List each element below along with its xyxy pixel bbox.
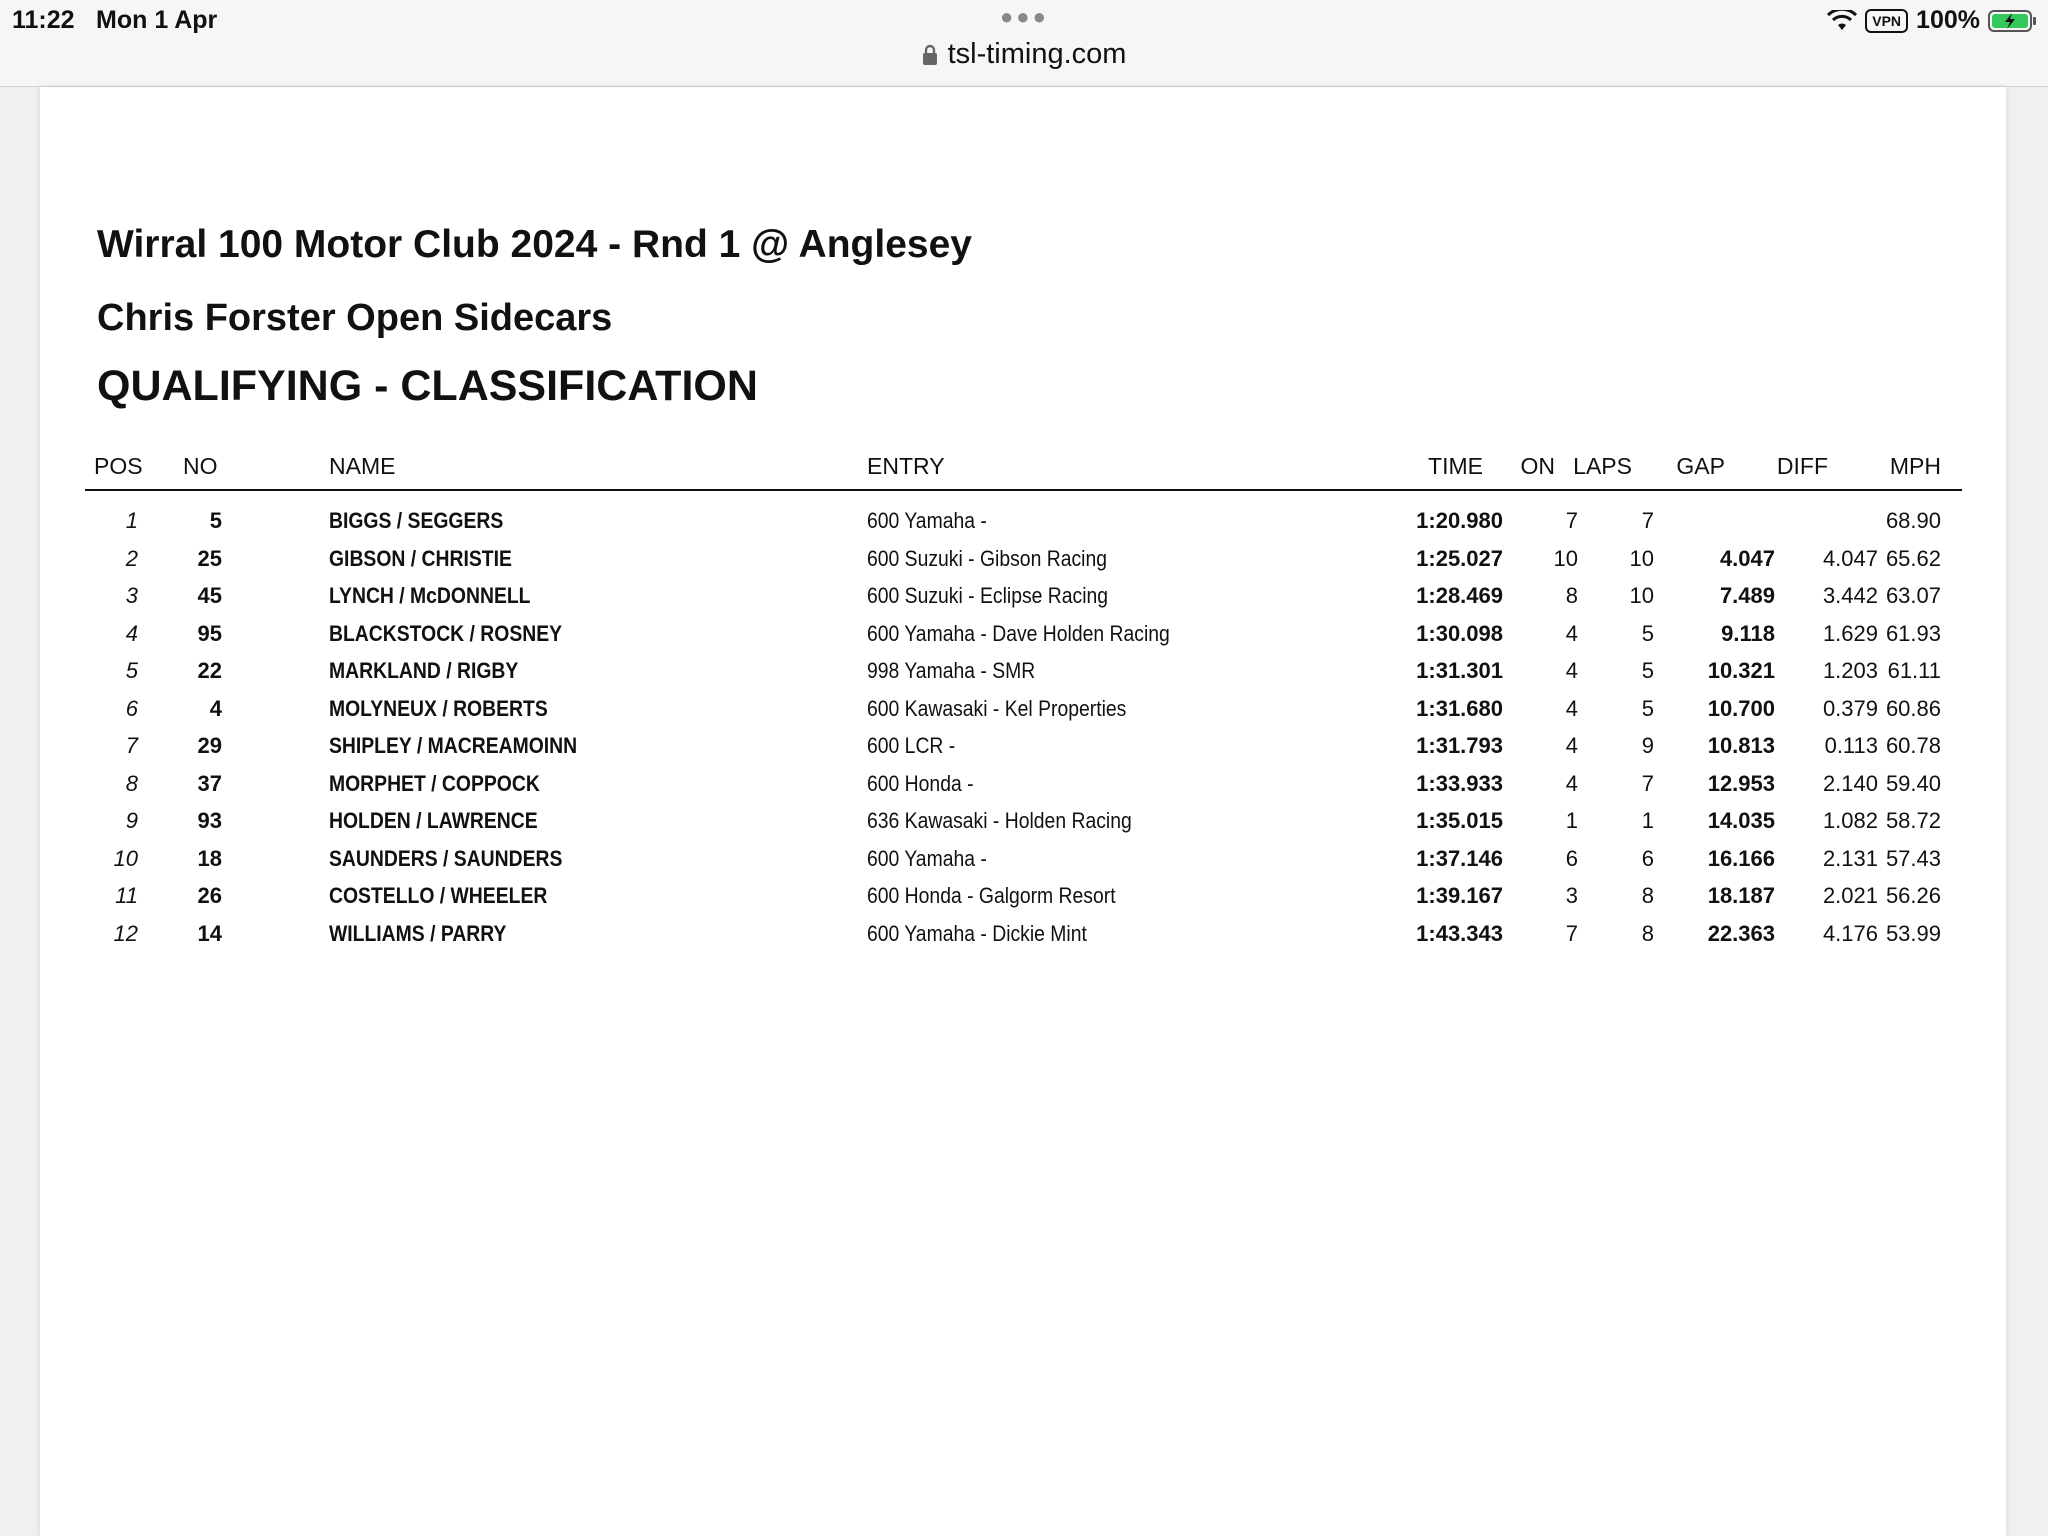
cell-gap: 14.035: [1707, 808, 1775, 833]
cell-entry: 600 Yamaha -: [867, 508, 987, 533]
cell-laps: 6: [1641, 846, 1654, 871]
cell-time: 1:33.933: [1416, 771, 1503, 796]
cell-mph: 53.99: [1885, 921, 1941, 946]
cell-no: 95: [197, 621, 222, 646]
cell-name: SAUNDERS / SAUNDERS: [329, 846, 563, 871]
cell-no: 29: [197, 733, 222, 758]
cell-no: 14: [197, 921, 222, 946]
cell-laps: 7: [1641, 771, 1654, 796]
cell-pos: 11: [115, 883, 138, 908]
col-header-pos: POS: [94, 453, 143, 479]
cell-time: 1:25.027: [1416, 546, 1503, 571]
cell-diff: 3.442: [1822, 583, 1878, 608]
cell-name: MOLYNEUX / ROBERTS: [329, 696, 548, 721]
cell-mph: 68.90: [1885, 508, 1941, 533]
cell-entry: 600 Honda -: [867, 771, 974, 796]
cell-laps: 1: [1641, 808, 1654, 833]
cell-no: 4: [209, 696, 222, 721]
cell-laps: 5: [1641, 658, 1654, 683]
cell-time: 1:30.098: [1416, 621, 1503, 646]
cell-gap: 12.953: [1707, 771, 1775, 796]
cell-name: WILLIAMS / PARRY: [329, 921, 507, 946]
cell-entry: 600 Suzuki - Gibson Racing: [867, 546, 1107, 571]
cell-on: 6: [1565, 846, 1578, 871]
status-bar: [0, 0, 2048, 87]
cell-diff: 2.131: [1822, 846, 1878, 871]
cell-entry: 600 Yamaha -: [867, 846, 987, 871]
cell-name: BLACKSTOCK / ROSNEY: [329, 621, 563, 646]
cell-on: 10: [1553, 546, 1578, 571]
cell-on: 4: [1565, 621, 1578, 646]
cell-entry: 600 Honda - Galgorm Resort: [867, 883, 1116, 908]
status-indicators: [1827, 6, 2038, 35]
session-title: QUALIFYING - CLASSIFICATION: [97, 362, 758, 410]
cell-on: 4: [1565, 696, 1578, 721]
status-time: 11:22: [12, 6, 75, 34]
cell-mph: 57.43: [1885, 846, 1941, 871]
cell-diff: 2.021: [1822, 883, 1878, 908]
cell-entry: 600 Yamaha - Dave Holden Racing: [867, 621, 1170, 646]
results-document: [40, 87, 2006, 1536]
cell-gap: 18.187: [1707, 883, 1775, 908]
cell-pos: 7: [125, 733, 138, 758]
cell-pos: 9: [125, 808, 138, 833]
cell-laps: 5: [1641, 696, 1654, 721]
wifi-icon: [1827, 10, 1857, 32]
col-header-on: ON: [1520, 453, 1555, 479]
cell-pos: 3: [125, 583, 138, 608]
col-header-time: TIME: [1428, 453, 1483, 479]
cell-gap: 9.118: [1721, 621, 1775, 646]
cell-diff: 2.140: [1822, 771, 1878, 796]
cell-diff: 1.082: [1822, 808, 1878, 833]
cell-no: 93: [197, 808, 222, 833]
cell-pos: 10: [113, 846, 138, 871]
cell-entry: 998 Yamaha - SMR: [867, 658, 1036, 683]
cell-mph: 60.78: [1885, 733, 1941, 758]
cell-diff: 4.047: [1822, 546, 1878, 571]
cell-gap: 7.489: [1719, 583, 1775, 608]
cell-mph: 63.07: [1885, 583, 1941, 608]
cell-diff: 0.113: [1824, 733, 1878, 758]
cell-time: 1:39.167: [1416, 883, 1503, 908]
col-header-entry: ENTRY: [867, 453, 945, 479]
cell-mph: 56.26: [1885, 883, 1941, 908]
cell-pos: 6: [125, 696, 138, 721]
cell-no: 25: [197, 546, 222, 571]
url-text: tsl-timing.com: [947, 38, 1127, 70]
cell-name: SHIPLEY / MACREAMOINN: [329, 733, 578, 758]
cell-name: HOLDEN / LAWRENCE: [329, 808, 538, 833]
cell-diff: 4.176: [1822, 921, 1878, 946]
header-divider: [85, 489, 1962, 491]
cell-mph: 58.72: [1885, 808, 1941, 833]
cell-no: 45: [197, 583, 222, 608]
cell-mph: 61.93: [1885, 621, 1941, 646]
cell-entry: 600 Yamaha - Dickie Mint: [867, 921, 1087, 946]
cell-name: MARKLAND / RIGBY: [329, 658, 519, 683]
cell-pos: 2: [125, 546, 138, 571]
cell-time: 1:37.146: [1416, 846, 1503, 871]
cell-time: 1:31.301: [1416, 658, 1503, 683]
cell-laps: 8: [1641, 883, 1654, 908]
cell-no: 22: [197, 658, 222, 683]
col-header-gap: GAP: [1676, 453, 1725, 479]
address-bar[interactable]: [0, 38, 2048, 74]
event-title: Wirral 100 Motor Club 2024 - Rnd 1 @ Anglesey: [97, 223, 972, 266]
cell-gap: 10.321: [1707, 658, 1775, 683]
cell-laps: 8: [1641, 921, 1654, 946]
status-date: Mon 1 Apr: [96, 6, 218, 34]
cell-laps: 10: [1629, 546, 1654, 571]
cell-diff: 1.203: [1822, 658, 1878, 683]
cell-name: GIBSON / CHRISTIE: [329, 546, 512, 571]
battery-charging-icon: [1988, 9, 2038, 33]
cell-on: 8: [1565, 583, 1578, 608]
cell-mph: 59.40: [1885, 771, 1941, 796]
cell-time: 1:28.469: [1416, 583, 1503, 608]
cell-name: MORPHET / COPPOCK: [329, 771, 540, 796]
cell-pos: 1: [125, 508, 138, 533]
cell-no: 37: [197, 771, 222, 796]
cell-time: 1:31.793: [1416, 733, 1503, 758]
cell-on: 7: [1565, 508, 1578, 533]
cell-on: 7: [1565, 921, 1578, 946]
col-header-no: NO: [183, 453, 218, 479]
cell-pos: 5: [125, 658, 138, 683]
class-title: Chris Forster Open Sidecars: [97, 297, 613, 339]
cell-mph: 65.62: [1885, 546, 1941, 571]
cell-gap: 10.813: [1707, 733, 1775, 758]
cell-pos: 4: [125, 621, 138, 646]
cell-time: 1:43.343: [1416, 921, 1503, 946]
battery-percent: 100%: [1916, 6, 1980, 34]
cell-entry: 600 Suzuki - Eclipse Racing: [867, 583, 1109, 608]
cell-diff: 0.379: [1822, 696, 1878, 721]
col-header-laps: LAPS: [1573, 453, 1632, 479]
cell-on: 4: [1565, 658, 1578, 683]
cell-on: 4: [1565, 733, 1578, 758]
cell-gap: 16.166: [1707, 846, 1775, 871]
cell-gap: 4.047: [1719, 546, 1775, 571]
cell-name: BIGGS / SEGGERS: [329, 508, 504, 533]
cell-laps: 10: [1629, 583, 1654, 608]
cell-no: 5: [209, 508, 222, 533]
cell-name: COSTELLO / WHEELER: [329, 883, 548, 908]
cell-no: 26: [197, 883, 222, 908]
col-header-name: NAME: [329, 453, 396, 479]
cell-diff: 1.629: [1822, 621, 1878, 646]
cell-entry: 636 Kawasaki - Holden Racing: [867, 808, 1132, 833]
col-header-mph: MPH: [1889, 453, 1941, 479]
cell-no: 18: [197, 846, 222, 871]
cell-laps: 5: [1641, 621, 1654, 646]
cell-laps: 9: [1641, 733, 1654, 758]
vpn-badge: VPN: [1865, 9, 1908, 33]
cell-name: LYNCH / McDONNELL: [329, 583, 531, 608]
cell-on: 4: [1565, 771, 1578, 796]
cell-laps: 7: [1641, 508, 1654, 533]
cell-time: 1:35.015: [1416, 808, 1503, 833]
cell-mph: 61.11: [1887, 658, 1941, 683]
cell-time: 1:20.980: [1416, 508, 1503, 533]
cell-on: 3: [1565, 883, 1578, 908]
cell-entry: 600 Kawasaki - Kel Properties: [867, 696, 1127, 721]
cell-on: 1: [1565, 808, 1578, 833]
cell-pos: 8: [125, 771, 138, 796]
cell-gap: 22.363: [1707, 921, 1775, 946]
more-dots-icon[interactable]: ●●●: [1000, 4, 1049, 29]
lock-icon: [922, 44, 938, 66]
cell-entry: 600 LCR -: [867, 733, 956, 758]
cell-gap: 10.700: [1707, 696, 1775, 721]
cell-mph: 60.86: [1885, 696, 1941, 721]
cell-time: 1:31.680: [1416, 696, 1503, 721]
cell-pos: 12: [113, 921, 138, 946]
col-header-diff: DIFF: [1776, 453, 1828, 479]
